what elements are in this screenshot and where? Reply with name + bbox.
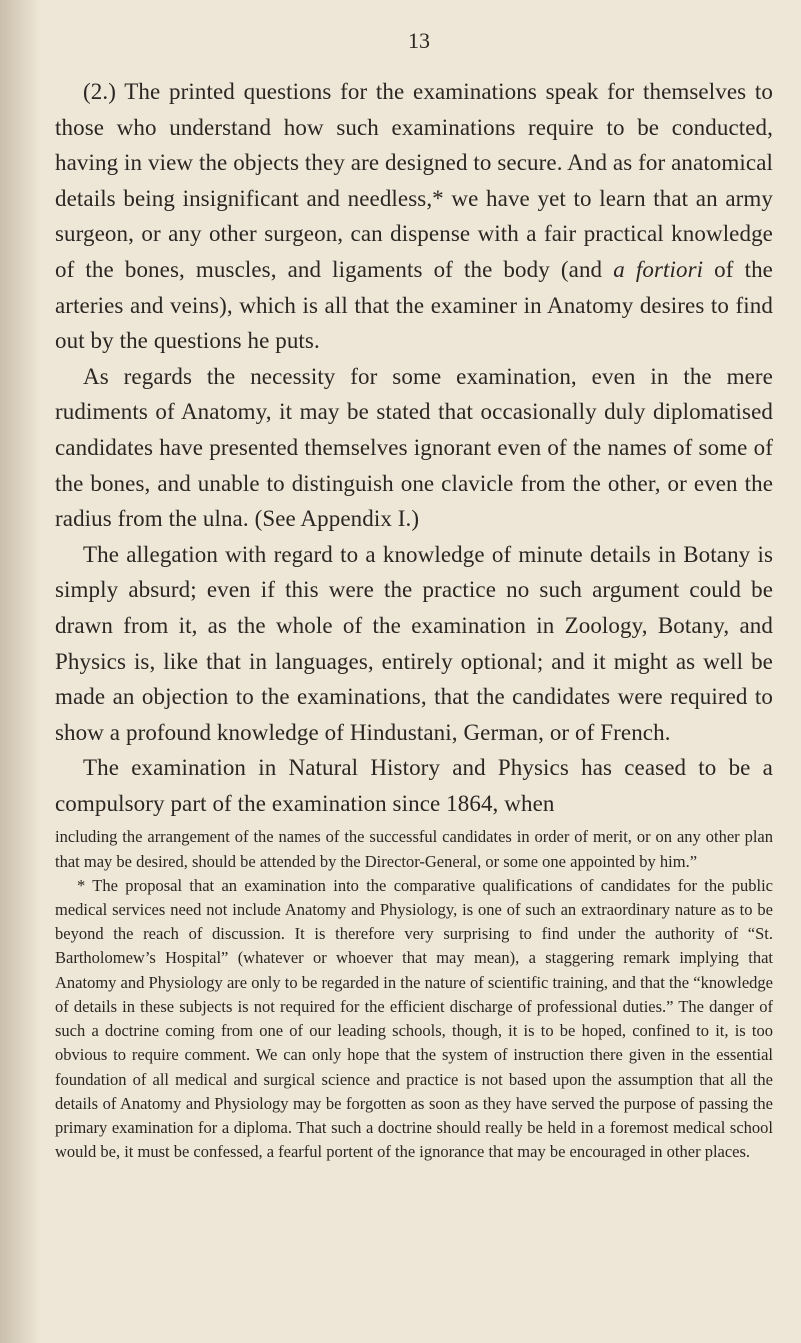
footnote-continued: including the arrangement of the names of the successful candidates in order of merit, or on any other plan that may be desired, should be attended by the Director-General, or some one appointed by him.” bbox=[55, 827, 773, 871]
footnote-star: * The proposal that an examination into the comparative qualifications of candidates for the public medical services need not include Anatomy and Physiology, is one of such an extraordinary nature as to be beyond the reach of discussion. It is therefore very surprising to find under the authority of “St. Bartholomew’s Hospital” (whatever or whoever that may mean), a staggering remark implying that Anatomy and Physiology are only to be regarded in the nature of scientific training, and that the “knowledge of details in these subjects is not required for the efficient discharge of professional duties.” The danger of such a doctrine coming from one of our leading schools, though, it is to be hoped, confined to it, is too obvious to require comment. We can only hope that the system of instruction there given in the essential foundation of all medical and surgical science and practice is not based upon the assumption that all the details of Anatomy and Physiology may be forgotten as soon as they have served the purpose of passing the primary examination for a diploma. That such a doctrine should really be held in a foremost medical school would be, it must be confessed, a fearful portent of the ignorance that may be encouraged in other places. bbox=[55, 875, 773, 1162]
paragraph-1-text-end: of the arteries and veins), which is all that the examiner in Anatomy desires to find out by the questions he puts. bbox=[55, 256, 773, 354]
paragraph-examination-questions bbox=[55, 74, 773, 359]
paragraph-1-italic: a fortiori bbox=[613, 256, 704, 282]
paragraph-1-text: (2.) The printed questions for the examinations speak for themselves to those who understand how such examinations require to be conducted, having in view the objects they are designed to secure. And as for anatomical details being insignificant and needless,* we have yet to learn that an army surgeon, or any other surgeon, can dispense with a fair practical knowledge of the bones, muscles, and ligaments of the body (and bbox=[55, 79, 773, 282]
footnotes bbox=[55, 825, 773, 1164]
main-text bbox=[55, 74, 773, 821]
paragraph-botany-allegation: The allegation with regard to a knowledge of minute details in Botany is simply absurd; even if this were the practice no such argument could be drawn from it, as the whole of the examination in Zoology, Botany, and Physics is, like that in languages, entirely optional; and it might as well be made an objection to the examinations, that the candidates were required to show a profound knowledge of Hindustani, German, or of French. bbox=[55, 541, 773, 745]
paragraph-anatomy-necessity: As regards the necessity for some examination, even in the mere rudiments of Anatomy, it may be stated that occasionally duly diplomatised candidates have presented themselves ignorant even of the names of some of the bones, and unable to distinguish one clavicle from the other, or even the radius from the ulna. (See Appendix I.) bbox=[55, 363, 773, 532]
paragraph-natural-history: The examination in Natural History and Physics has ceased to be a compulsory part of the examination since 1864, when bbox=[55, 755, 773, 816]
page-number: 13 bbox=[408, 28, 430, 53]
